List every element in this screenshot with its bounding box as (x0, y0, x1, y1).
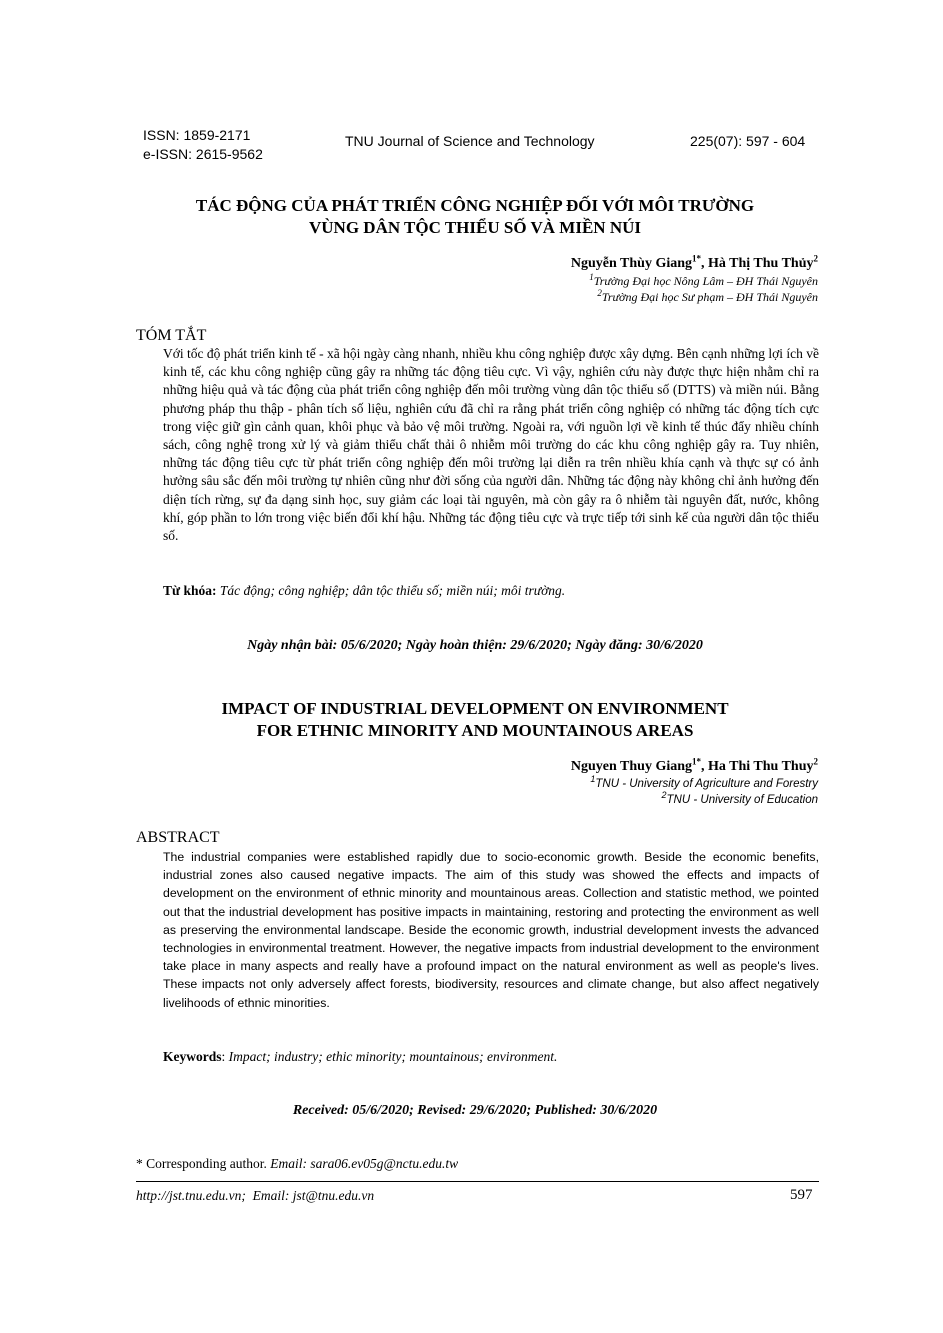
en-author-sep: , (701, 759, 709, 774)
en-author1-sup: 1* (692, 756, 702, 767)
vi-title-line1: TÁC ĐỘNG CỦA PHÁT TRIỂN CÔNG NGHIỆP ĐỐI VỚI MÔI TRƯỜNG (195, 196, 755, 215)
en-section-heading: ABSTRACT (136, 829, 220, 846)
en-title (120, 698, 830, 742)
vi-author2-sup: 2 (813, 253, 818, 264)
vi-aff1-text: Trường Đại học Nông Lâm – ĐH Thái Nguyên (593, 274, 818, 288)
footer-divider (136, 1181, 819, 1182)
vi-aff1-num: 1 (589, 272, 594, 282)
journal-name: TNU Journal of Science and Technology (345, 133, 595, 149)
corresponding-author-footnote (136, 1155, 458, 1173)
vi-abstract: Với tốc độ phát triển kinh tế - xã hội ngày càng nhanh, nhiều khu công nghiệp được xây dựng. Bên cạnh những lợi ích về kinh tế, các khu công nghiệp cũng gây ra những tác động tiêu cực. Vì vậy, nghiên cứu này được thực hiện nhằm chỉ ra những hiệu quả và tác động của phát triển công nghiệp đến môi trường vùng dân tộc thiểu số (DTTS) và miền núi. Bằng phương pháp thu thập - phân tích số liệu, nghiên cứu đã chỉ ra rằng phát triển công nghiệp có những tác động tích cực trong việc giữ gìn cảnh quan, khôi phục và bảo vệ môi trường. Ngoài ra, với nguồn lợi về kinh tế thúc đẩy nhiều chính sách, công nghệ trong xử lý và giảm thiểu chất thải ô nhiễm môi trường do các khu công nghiệp gây ra. Tuy nhiên, những tác động tiêu cực từ phát triển công nghiệp đến môi trường lại diễn ra trên nhiều khía cạnh và thực sự có ảnh hưởng sâu sắc đến môi trường tự nhiên cũng như đời sống của người dân. Những tác động này không chỉ ảnh hưởng đến diện tích rừng, sự đa dạng sinh học, suy giảm các loại tài nguyên, mà còn gây ra ô nhiễm tài nguyên đất, nước, không khí, góp phần to lớn trong việc biến đổi khí hậu. Những tác động tiêu cực và trực tiếp tới sinh kế của người dân tộc thiểu số. (163, 346, 819, 544)
footer-website[interactable]: http://jst.tnu.edu.vn; (136, 1188, 246, 1203)
vi-author2: Hà Thị Thu Thủy (708, 256, 814, 271)
en-aff1-num: 1 (590, 774, 596, 785)
volume-pages: 225(07): 597 - 604 (690, 133, 806, 149)
vi-authors (571, 255, 818, 305)
en-dates: Received: 05/6/2020; Revised: 29/6/2020; Published: 30/6/2020 (292, 1103, 658, 1118)
vi-dates: Ngày nhận bài: 05/6/2020; Ngày hoàn thiện: 29/6/2020; Ngày đăng: 30/6/2020 (247, 638, 703, 653)
footnote-label: * Corresponding author. (136, 1156, 271, 1171)
en-affiliation-2 (571, 792, 818, 808)
en-keywords-label: Keywords (163, 1049, 222, 1064)
footnote-email[interactable]: sara06.ev05g@nctu.edu.tw (310, 1156, 459, 1171)
page-number: 597 (790, 1187, 813, 1203)
en-aff2-text: TNU - University of Education (666, 794, 818, 806)
en-aff1-text: TNU - University of Agriculture and Forestry (595, 778, 818, 790)
en-affiliation-1 (571, 776, 818, 792)
vi-author-sep: , (701, 256, 709, 271)
vi-title (120, 195, 830, 239)
vi-aff2-num: 2 (597, 288, 602, 298)
en-abstract: The industrial companies were established rapidly due to socio-economic growth. Beside the economic benefits, industrial zones also caused negative impacts. The aim of this study was showed the effects and impacts of development on the environment of ethnic minority and mountainous areas. Collection and statistic method, we pointed out that the industrial development has positive impacts in maintaining, restoring and protecting the environment as well as preserving the environmental landscape. Beside the economic growth, industrial development invests the advanced technologies in environmental treatment. However, the negative impacts from industrial development to the environment take place in many aspects and really have a profound impact on the natural environment as well as people's lives. These impacts not only adversely affect forests, biodiversity, resources and climate change, but also affect negatively livelihoods of ethnic minorities. (163, 850, 819, 1010)
vi-author1-sup: 1* (692, 253, 702, 264)
vi-author-line (571, 255, 818, 273)
footnote-email-label: Email: (270, 1156, 311, 1171)
en-authors (571, 758, 818, 808)
vi-author1: Nguyễn Thùy Giang (570, 256, 693, 271)
en-title-line1: IMPACT OF INDUSTRIAL DEVELOPMENT ON ENVIRONMENT (221, 699, 729, 718)
vi-affiliation-1 (571, 273, 818, 289)
en-title-line2: FOR ETHNIC MINORITY AND MOUNTAINOUS AREAS (256, 721, 694, 740)
en-keywords (163, 1048, 819, 1066)
vi-aff2-text: Trường Đại học Sư phạm – ĐH Thái Nguyên (601, 290, 818, 304)
footer-email[interactable]: Email: jst@tnu.edu.vn (252, 1188, 375, 1203)
vi-keywords-label: Từ khóa: (163, 583, 217, 598)
eissn: e-ISSN: 2615-9562 (143, 146, 263, 162)
en-author1: Nguyen Thuy Giang (570, 759, 693, 774)
vi-title-line2: VÙNG DÂN TỘC THIỂU SỐ VÀ MIỀN NÚI (308, 218, 642, 237)
en-author2-sup: 2 (813, 756, 818, 767)
vi-keywords (163, 582, 819, 600)
issn: ISSN: 1859-2171 (143, 127, 251, 143)
vi-section-heading: TÓM TẮT (136, 327, 207, 344)
vi-keywords-value: Tác động; công nghiệp; dân tộc thiểu số; miền núi; môi trường. (219, 583, 566, 598)
en-keywords-value: Impact; industry; ethic minority; mountainous; environment. (228, 1049, 558, 1064)
footer-contact (136, 1187, 374, 1205)
en-aff2-num: 2 (661, 790, 667, 801)
en-author2: Ha Thi Thu Thuy (708, 759, 814, 774)
vi-affiliation-2 (571, 289, 818, 305)
en-keywords-colon: : (221, 1049, 229, 1064)
en-author-line (571, 758, 818, 776)
